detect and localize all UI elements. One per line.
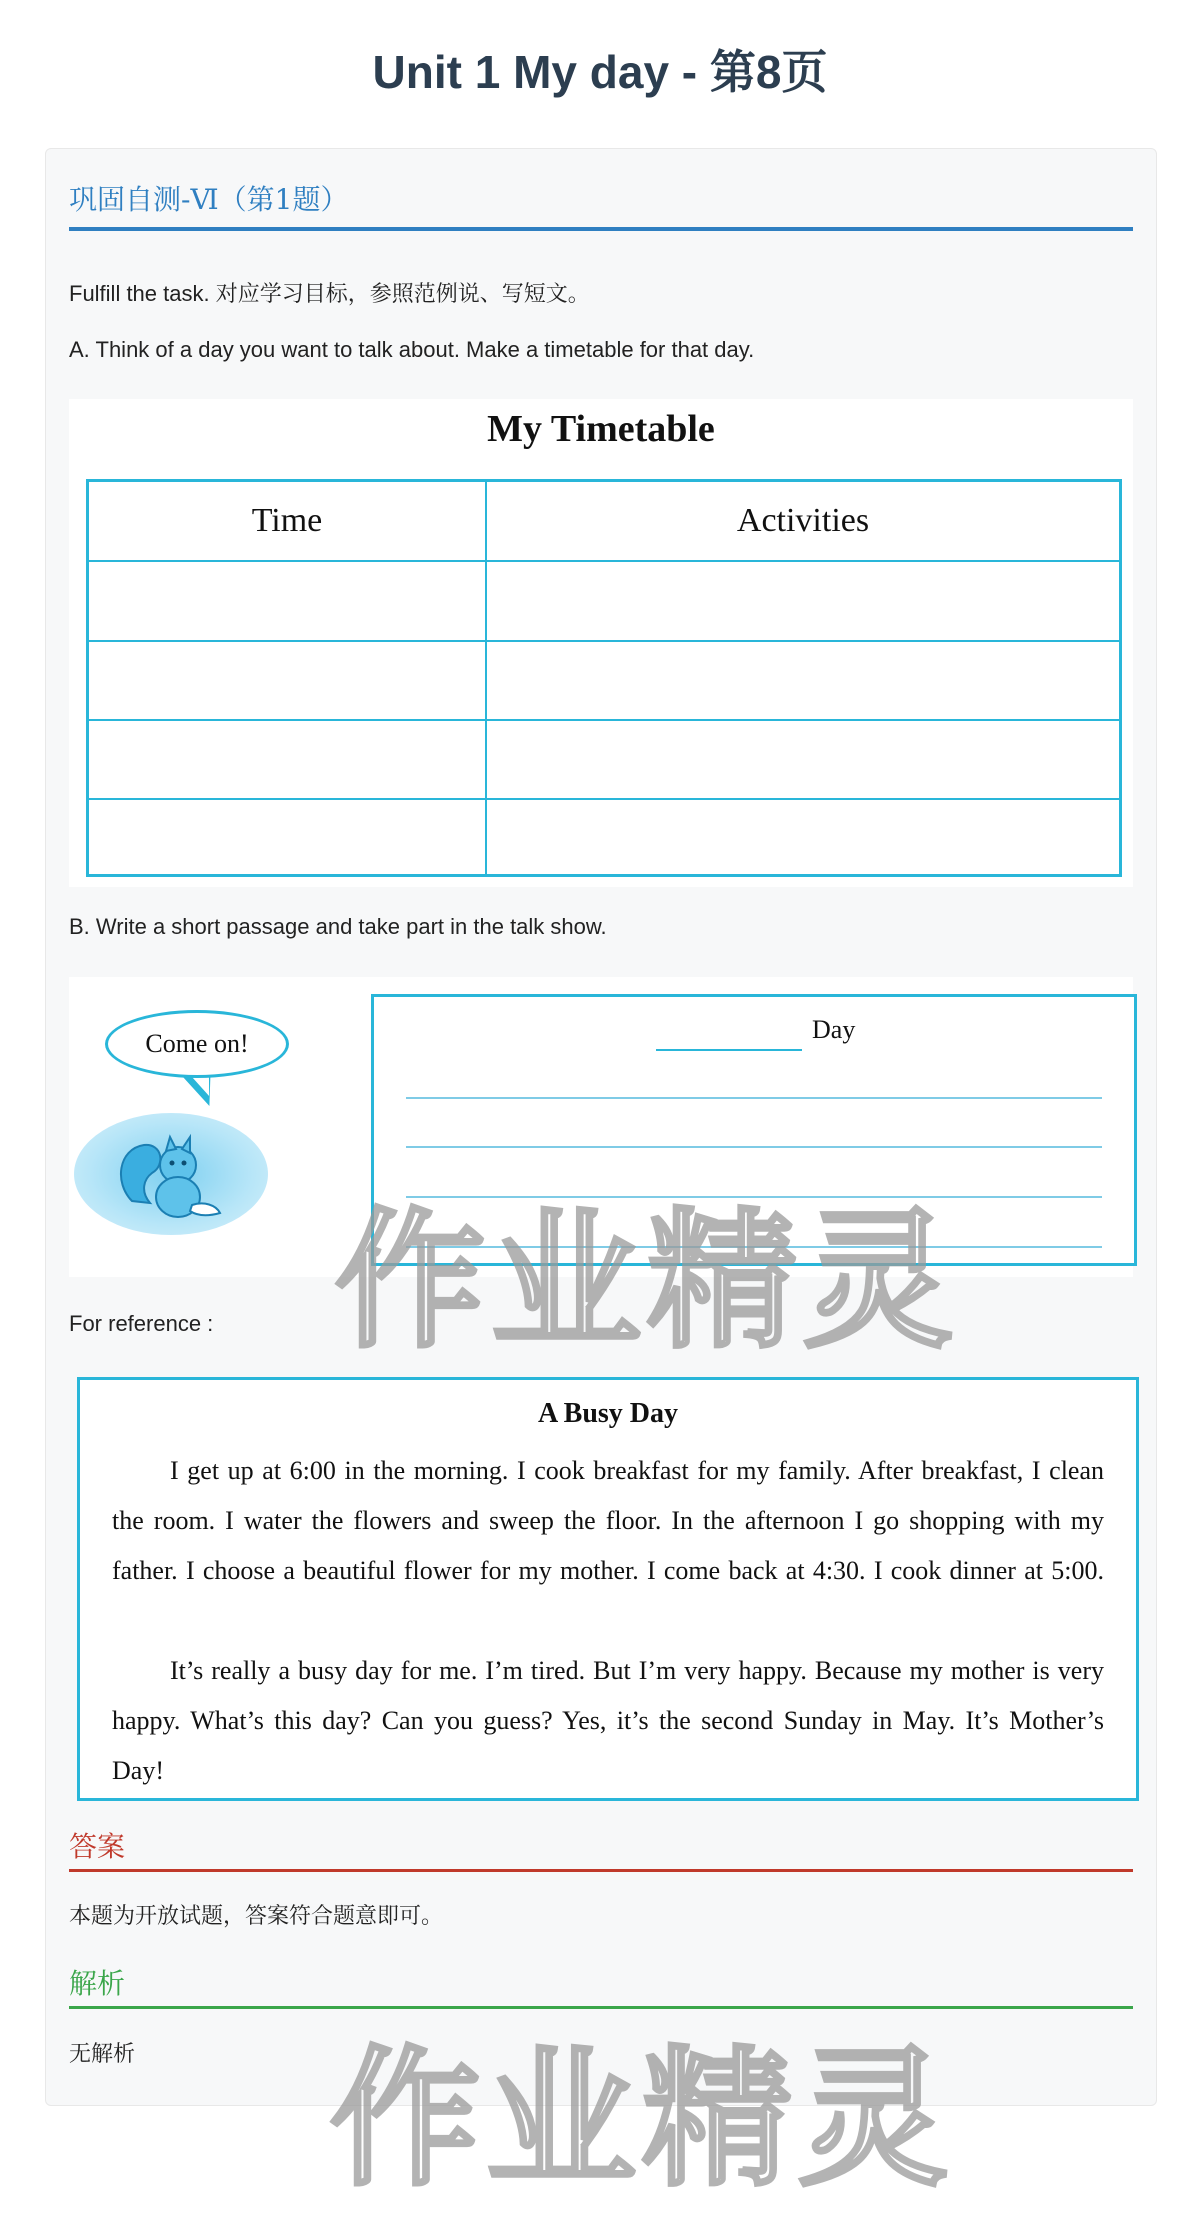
watermark: 作业精灵 [330,2033,955,2207]
timetable-row-divider [89,640,1119,642]
section-title: 巩固自测-Ⅵ（第1题） [69,169,1133,231]
timetable-column-divider [485,482,487,874]
diary-title-blank[interactable] [656,1049,802,1051]
reference-title: A Busy Day [537,1398,679,1429]
reference-label: For reference : [69,1311,214,1336]
timetable-row-divider [89,798,1119,800]
answer-text: 本题为开放试题，答案符合题意即可。 [69,1903,444,1928]
reference-paragraph-2: It’s really a busy day for me. I’m tired. But I’m very happy. Because my mother is very happy. What’s this day? Can you guess? Yes, it’s the second Sunday in May. It’s Mother’s Day! [112,1656,1104,1785]
reference-passage-box [77,1377,1139,1801]
squirrel-illustration [74,1113,268,1235]
watermark: 作业精灵 [335,1195,960,1369]
analysis-heading: 解析 [69,1962,1133,2009]
timetable-row-divider [89,560,1119,562]
speech-bubble: Come on! [105,1010,289,1078]
part-b-instruction: B. Write a short passage and take part in the talk show. [69,914,607,939]
reference-paragraph-1: I get up at 6:00 in the morning. I cook breakfast for my family. After breakfast, I clean the room. I water the flowers and sweep the floor. In the afternoon I go shopping with my father. I choose a beautiful flower for my mother. I come back at 4:30. I cook dinner at 5:00. [112,1456,1104,1585]
answer-heading: 答案 [69,1825,1133,1872]
timetable-header-activities: Activities [736,502,870,539]
timetable-figure [69,399,1133,887]
analysis-text: 无解析 [69,2041,136,2066]
timetable-title: My Timetable [487,408,715,450]
timetable-header-time: Time [251,502,323,539]
page-title: Unit 1 My day - 第8页 [372,46,828,98]
task-intro: Fulfill the task. 对应学习目标，参照范例说、写短文。 [69,281,590,306]
diary-title-day: Day [812,1015,856,1044]
squirrel-icon [74,1113,268,1235]
question-card [45,148,1157,2106]
diary-writing-line[interactable] [406,1097,1102,1099]
part-a-instruction: A. Think of a day you want to talk about. Make a timetable for that day. [69,337,755,362]
timetable-row-divider [89,719,1119,721]
diary-writing-line[interactable] [406,1146,1102,1148]
timetable-grid [86,479,1122,877]
